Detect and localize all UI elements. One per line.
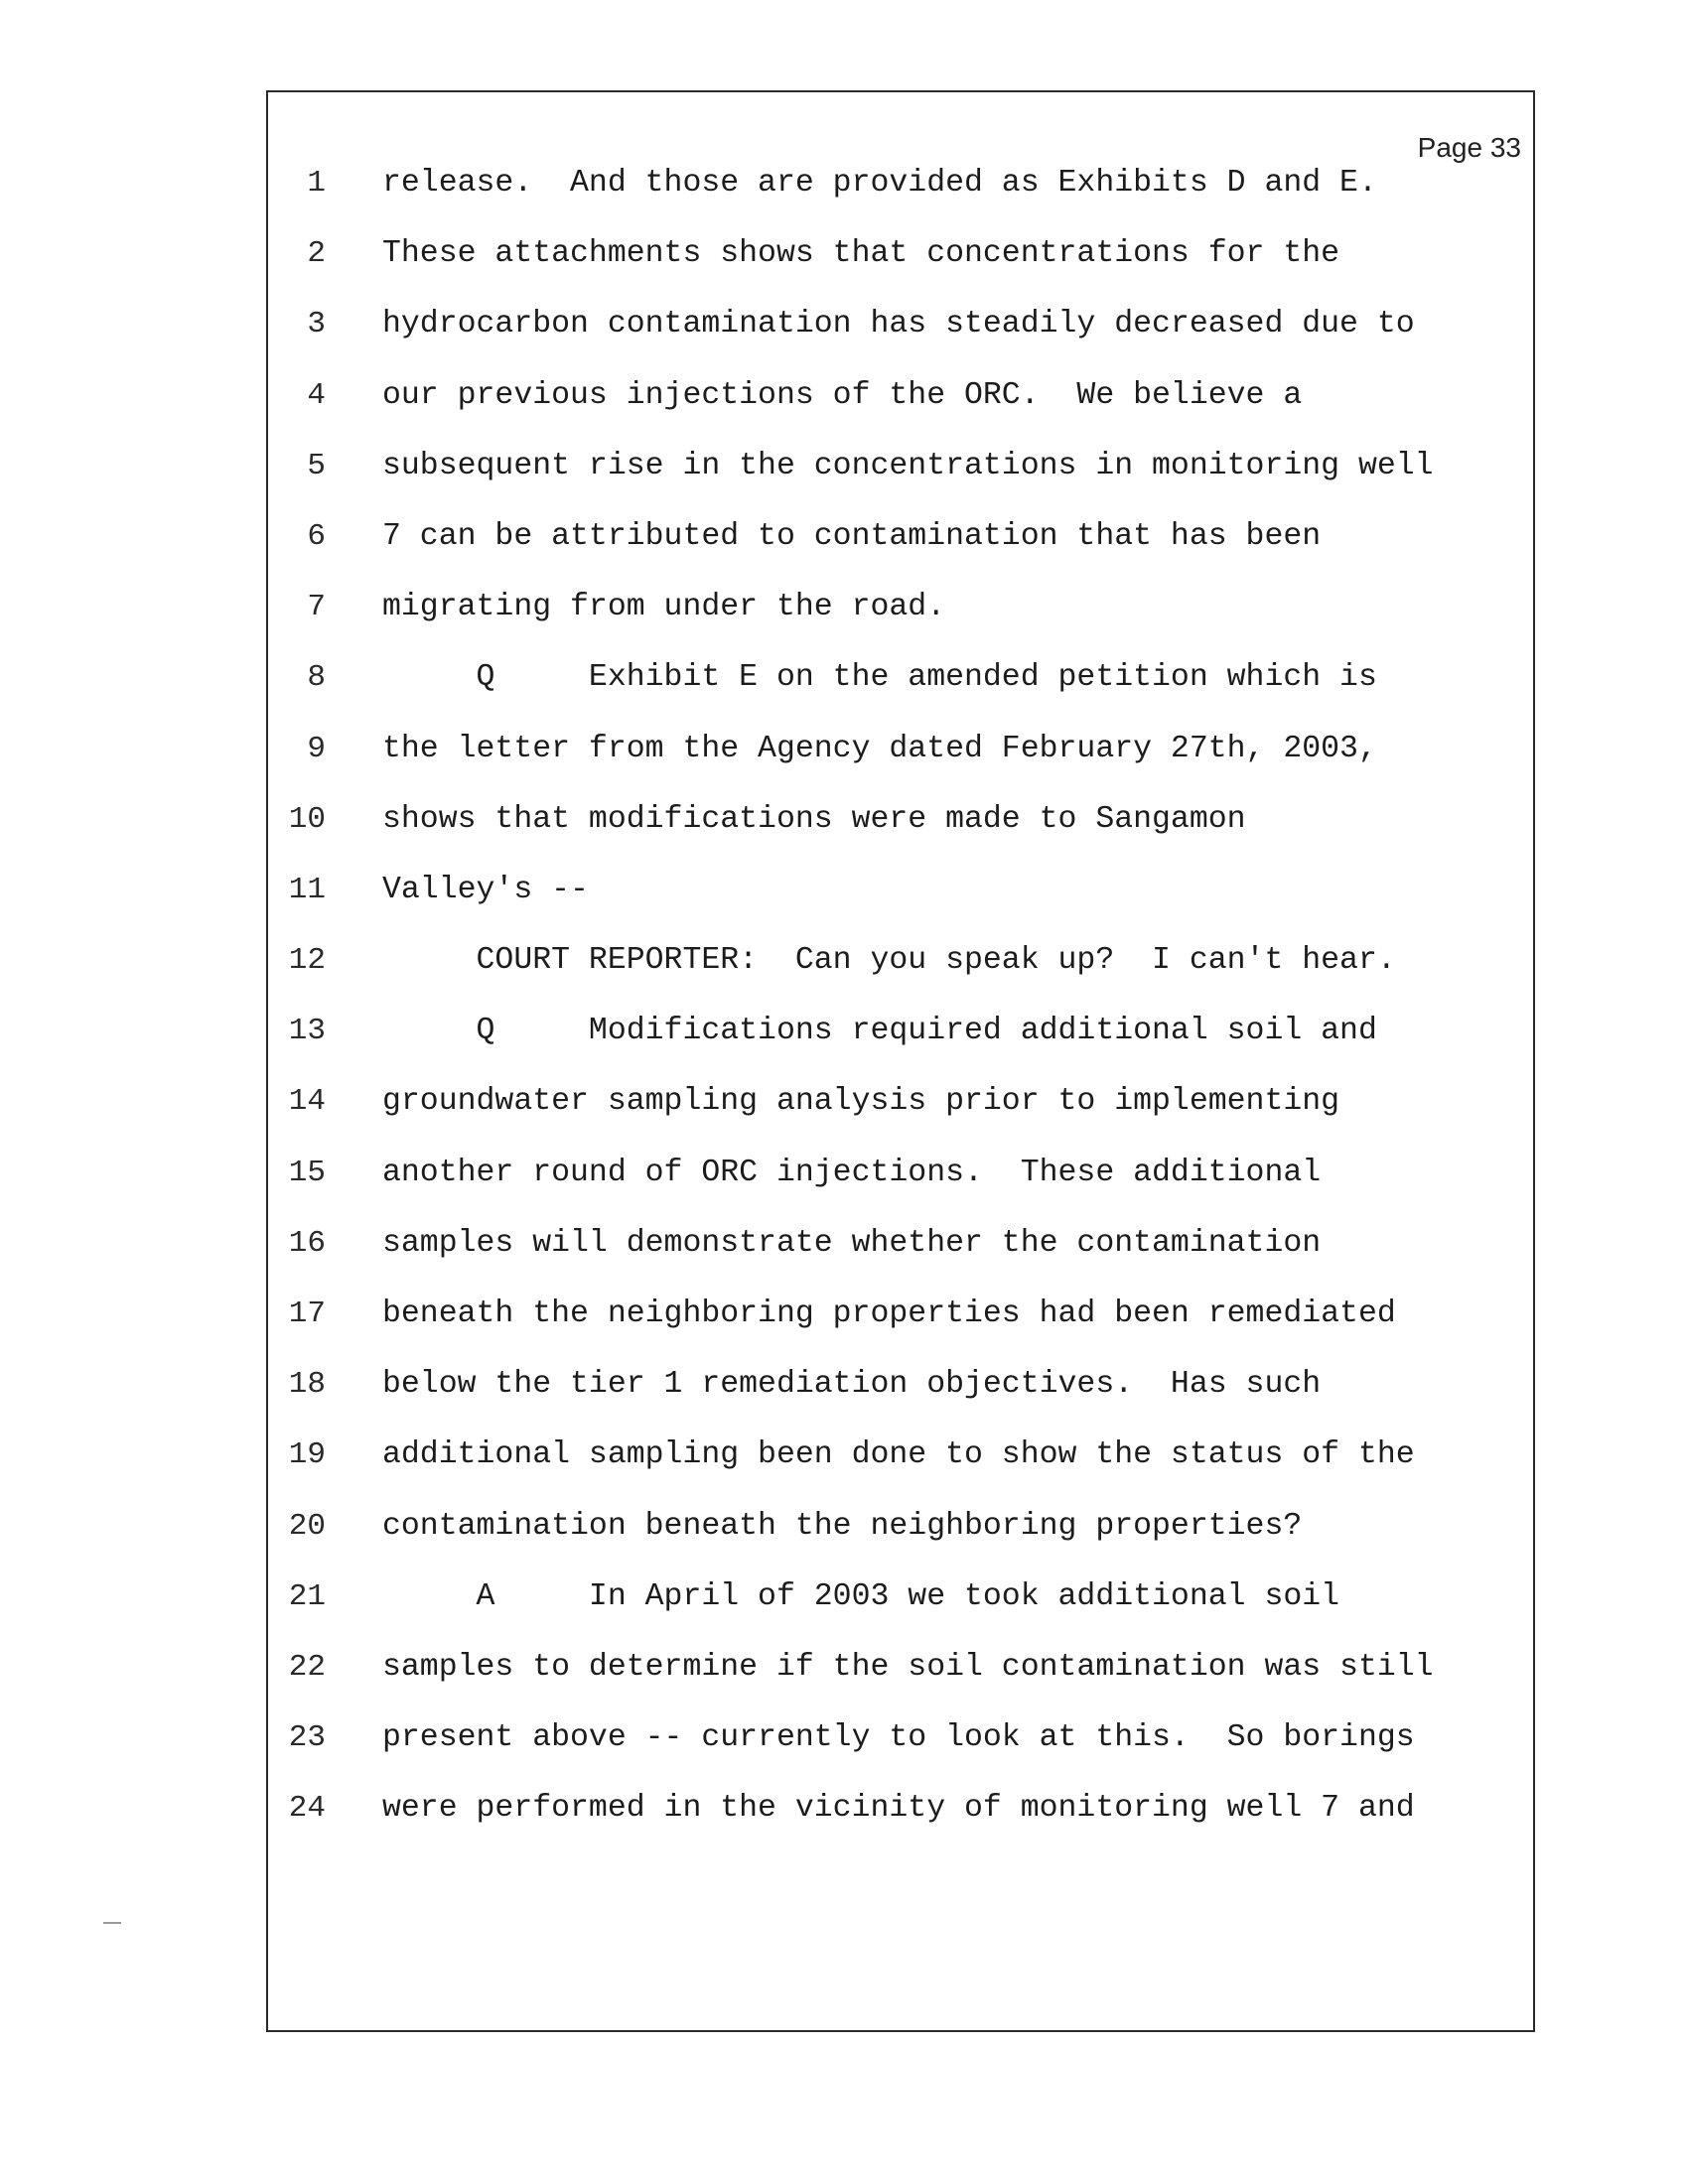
line-number: 16 [288,1225,326,1261]
line-number: 7 [307,590,326,625]
line-number: 19 [288,1437,326,1473]
line-number: 1 [307,166,326,201]
line-number: 14 [288,1084,326,1120]
transcript-line: below the tier 1 remediation objectives. Has such [382,1367,1322,1403]
line-number: 17 [288,1297,326,1331]
transcript-line: 7 can be attributed to contamination that has been [382,518,1322,554]
line-number: 23 [288,1720,326,1756]
line-number: 18 [288,1367,326,1403]
line-number: 2 [307,236,326,272]
transcript-line: shows that modifications were made to Sangamon [382,801,1246,837]
transcript-line: migrating from under the road. [382,590,946,625]
transcript-line: samples will demonstrate whether the contamination [382,1225,1322,1261]
transcript-line: our previous injections of the ORC. We believe a [382,377,1303,413]
transcript-line: the letter from the Agency dated February 27th, 2003, [382,731,1377,766]
transcript-line: another round of ORC injections. These additional [382,1155,1322,1190]
transcript-line: were performed in the vicinity of monitoring well 7 and [382,1791,1415,1827]
transcript-line: samples to determine if the soil contamination was still [382,1649,1434,1685]
line-number: 4 [307,377,326,413]
transcript-line: These attachments shows that concentrations for the [382,236,1340,272]
line-number: 24 [288,1791,326,1827]
line-number: 3 [307,307,326,342]
transcript-line: present above -- currently to look at this. So borings [382,1720,1415,1756]
page-number: Page 33 [1417,132,1521,163]
transcript-line: beneath the neighboring properties had been remediated [382,1297,1396,1331]
line-number: 12 [288,943,326,979]
line-number: 15 [288,1155,326,1190]
transcript-line: subsequent rise in the concentrations in monitoring well [382,448,1434,483]
transcript-line: contamination beneath the neighboring properties? [382,1508,1303,1544]
line-number: 22 [288,1649,326,1685]
line-number: 5 [307,448,326,483]
scan-mark [103,1922,121,1924]
transcript-line: hydrocarbon contamination has steadily decreased due to [382,307,1415,342]
line-number: 8 [307,660,326,696]
transcript-line: release. And those are provided as Exhibits D and E. [382,166,1377,201]
transcript-line: Q Modifications required additional soil and [382,1014,1377,1049]
line-number: 11 [288,872,326,907]
transcript-line: groundwater sampling analysis prior to implementing [382,1084,1340,1120]
transcript-line: A In April of 2003 we took additional soil [382,1578,1340,1614]
line-number: 20 [288,1508,326,1544]
line-number: 10 [288,801,326,837]
transcript-line: COURT REPORTER: Can you speak up? I can't hear. [382,943,1396,979]
transcript-body [382,154,1509,1850]
line-number: 13 [288,1014,326,1049]
transcript-line: additional sampling been done to show the status of the [382,1437,1415,1473]
line-number: 6 [307,518,326,554]
line-number-column [276,154,326,1850]
transcript-line: Valley's -- [382,872,589,907]
transcript-line: Q Exhibit E on the amended petition which is [382,660,1377,696]
line-number: 9 [307,731,326,766]
line-number: 21 [288,1578,326,1614]
